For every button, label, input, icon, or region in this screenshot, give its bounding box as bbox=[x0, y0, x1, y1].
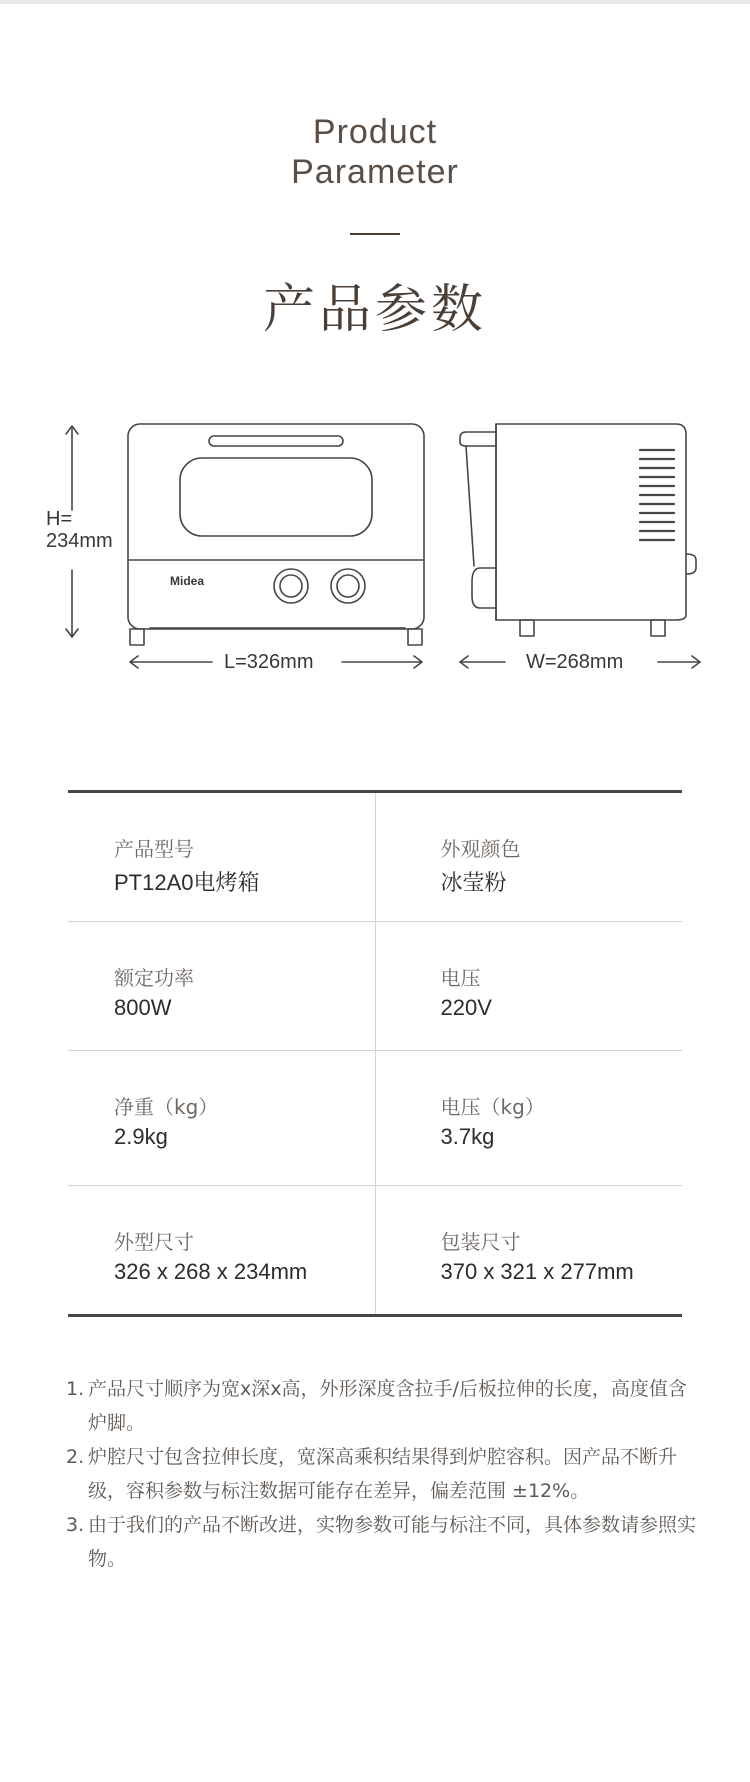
spec-value: 冰莹粉 bbox=[440, 870, 507, 895]
footnote-number: 1. bbox=[66, 1378, 85, 1400]
spec-value: 3.7kg bbox=[440, 1124, 495, 1149]
spec-table bbox=[68, 790, 682, 1317]
footnote-item bbox=[66, 1440, 696, 1508]
spec-cell bbox=[375, 1051, 683, 1185]
spec-row bbox=[68, 793, 682, 922]
spec-value: PT12A0电烤箱 bbox=[114, 870, 260, 895]
footnotes bbox=[66, 1372, 696, 1576]
spec-cell bbox=[375, 793, 683, 921]
footnote-text: 产品尺寸顺序为宽x深x高，外形深度含拉手/后板拉伸的长度，高度值含炉脚。 bbox=[88, 1378, 687, 1434]
footnote-number: 2. bbox=[66, 1446, 85, 1468]
chinese-title: 产品参数 bbox=[262, 280, 487, 340]
spec-key: 产品型号 bbox=[114, 837, 194, 861]
footnote-text: 炉腔尺寸包含拉伸长度，宽深高乘积结果得到炉腔容积。因产品不断升级，容积参数与标注数据可能存在差异，偏差范围 ±12%。 bbox=[88, 1446, 678, 1502]
footnote-text: 由于我们的产品不断改进，实物参数可能与标注不同，具体参数请参照实物。 bbox=[88, 1514, 697, 1570]
spec-key: 电压 bbox=[440, 966, 481, 990]
spec-key: 外观颜色 bbox=[440, 837, 521, 861]
english-title-line-2: Parameter bbox=[291, 153, 459, 191]
spec-value: 326 x 268 x 234mm bbox=[114, 1259, 308, 1284]
oven-front-view bbox=[128, 424, 424, 645]
width-label: W=268mm bbox=[526, 651, 624, 673]
spec-key: 外型尺寸 bbox=[114, 1230, 194, 1254]
height-label-line-1: H= bbox=[46, 508, 73, 530]
spec-row bbox=[68, 922, 682, 1051]
spec-value: 220V bbox=[440, 995, 492, 1020]
spec-cell bbox=[375, 922, 683, 1050]
spec-cell bbox=[68, 1186, 375, 1314]
spec-cell bbox=[68, 922, 375, 1050]
height-label-line-2: 234mm bbox=[46, 530, 113, 552]
spec-value: 800W bbox=[114, 995, 172, 1020]
spec-cell bbox=[68, 1051, 375, 1185]
brand-logo: Midea bbox=[170, 574, 205, 588]
spec-key: 净重（kg） bbox=[114, 1095, 219, 1119]
title-dash bbox=[350, 233, 400, 235]
length-label: L=326mm bbox=[224, 651, 314, 673]
footnote-item bbox=[66, 1372, 696, 1440]
oven-side-view bbox=[460, 424, 696, 636]
spec-cell bbox=[68, 793, 375, 921]
spec-key: 包装尺寸 bbox=[440, 1230, 521, 1254]
footnote-number: 3. bbox=[66, 1514, 85, 1536]
spec-value: 2.9kg bbox=[114, 1124, 168, 1149]
spec-value: 370 x 321 x 277mm bbox=[440, 1259, 634, 1284]
spec-key: 额定功率 bbox=[114, 966, 194, 990]
english-title bbox=[0, 112, 750, 192]
table-bottom-rule bbox=[68, 1314, 682, 1317]
height-label bbox=[46, 508, 113, 552]
spec-key: 电压（kg） bbox=[440, 1095, 545, 1119]
top-divider bbox=[0, 0, 750, 4]
spec-row bbox=[68, 1051, 682, 1186]
footnote-item bbox=[66, 1508, 696, 1576]
spec-row bbox=[68, 1186, 682, 1314]
dimension-diagram bbox=[0, 410, 750, 680]
english-title-line-1: Product bbox=[312, 113, 438, 151]
spec-cell bbox=[375, 1186, 683, 1314]
